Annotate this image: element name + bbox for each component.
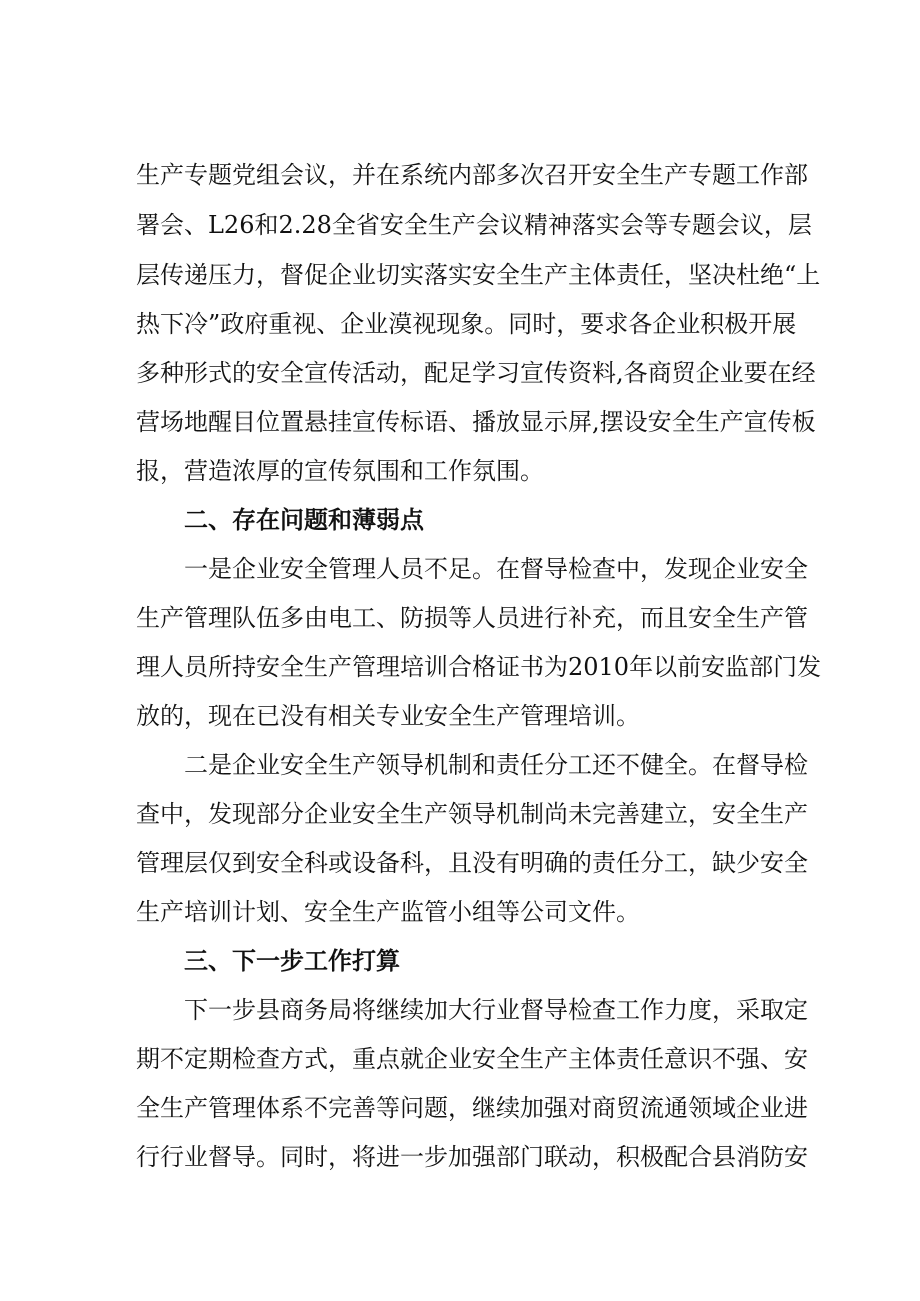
section-heading-problems: 二、存在问题和薄弱点: [184, 505, 424, 534]
paragraph-1-line-2: 署会、L26和2.28全省安全生产会议精神落实会等专题会议，层: [136, 211, 812, 239]
paragraph-2-line-4: 放的，现在已没有相关专业安全生产管理培训。: [136, 702, 640, 730]
paragraph-4-line-3: 全生产管理体系不完善等问题，继续加强对商贸流通领域企业进: [136, 1094, 808, 1122]
section-heading-next-steps: 三、下一步工作打算: [184, 946, 400, 975]
paragraph-1-line-7: 报，营造浓厚的宣传氛围和工作氛围。: [136, 457, 544, 485]
paragraph-1-line-3: 层传递压力，督促企业切实落实安全生产主体责任，坚决杜绝“上: [136, 261, 821, 289]
paragraph-4-line-4: 行行业督导。同时，将进一步加强部门联动，积极配合县消防安: [136, 1143, 808, 1171]
paragraph-3-line-3: 管理层仅到安全科或设备科，且没有明确的责任分工，缺少安全: [136, 849, 808, 877]
paragraph-1-line-5: 多种形式的安全宣传活动，配足学习宣传资料,各商贸企业要在经: [136, 359, 816, 387]
paragraph-3-line-1: 二是企业安全生产领导机制和责任分工还不健全。在督导检: [184, 751, 808, 779]
paragraph-2-line-2: 生产管理队伍多由电工、防损等人员进行补充，而且安全生产管: [136, 604, 808, 632]
paragraph-2-line-3: 理人员所持安全生产管理培训合格证书为2010年以前安监部门发: [136, 653, 822, 681]
paragraph-2-line-1: 一是企业安全管理人员不足。在督导检查中，发现企业安全: [184, 555, 808, 583]
paragraph-4-line-2: 期不定期检查方式，重点就企业安全生产主体责任意识不强、安: [136, 1045, 808, 1073]
paragraph-4-line-1: 下一步县商务局将继续加大行业督导检查工作力度，采取定: [184, 996, 808, 1024]
paragraph-1-line-6: 营场地醒目位置悬挂宣传标语、播放显示屏,摆设安全生产宣传板: [136, 408, 816, 436]
paragraph-1-line-1: 生产专题党组会议，并在系统内部多次召开安全生产专题工作部: [136, 161, 808, 189]
paragraph-1-line-4: 热下冷”政府重视、企业漠视现象。同时，要求各企业积极开展: [136, 310, 797, 338]
paragraph-3-line-4: 生产培训计划、安全生产监管小组等公司文件。: [136, 898, 640, 926]
paragraph-3-line-2: 查中，发现部分企业安全生产领导机制尚未完善建立，安全生产: [136, 800, 808, 828]
